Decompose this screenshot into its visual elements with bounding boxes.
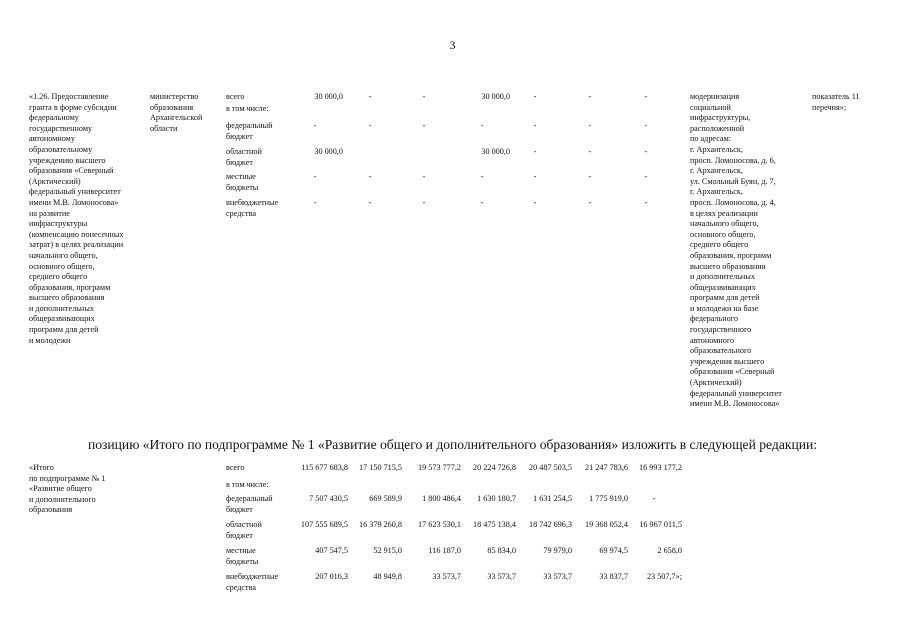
funding-value-cell: -: [533, 172, 537, 181]
funding-value-cell: 21 247 783,6: [585, 463, 628, 472]
funding-value-cell: 52 915,0: [373, 546, 402, 555]
funding-value-cell: 30 000,0: [481, 147, 510, 156]
total-description: «Итого по подпрограмме № 1 «Развитие общего и дополнительного образования: [29, 463, 106, 515]
funding-value-cell: -: [533, 92, 537, 101]
funding-source-label: областной бюджет: [226, 147, 262, 167]
funding-source-label: внебюджетные средства: [226, 572, 279, 592]
funding-value-cell: 23 507,7»;: [646, 572, 682, 581]
funding-value-cell: -: [533, 198, 537, 207]
funding-source-label: всего: [226, 92, 245, 101]
funding-value-cell: 20 224 726,8: [473, 463, 516, 472]
item-executor: министерство образования Архангельской области: [150, 92, 203, 133]
funding-value-cell: -: [480, 121, 484, 130]
funding-value-cell: -: [588, 147, 592, 156]
funding-value-cell: -: [313, 198, 317, 207]
funding-value-cell: 1 631 254,5: [533, 494, 572, 503]
funding-source-label: областной бюджет: [226, 520, 262, 540]
funding-value-cell: 30 000,0: [481, 92, 510, 101]
funding-source-label: федеральный бюджет: [226, 494, 273, 514]
funding-value-cell: -: [644, 172, 648, 181]
funding-value-cell: 669 589,9: [369, 494, 402, 503]
funding-value-cell: -: [644, 198, 648, 207]
funding-source-label: всего: [226, 463, 245, 472]
funding-value-cell: -: [533, 147, 537, 156]
funding-value-cell: 85 834,0: [487, 546, 516, 555]
funding-value-cell: 33 837,7: [599, 572, 628, 581]
funding-value-cell: 17 150 715,5: [359, 463, 402, 472]
funding-value-cell: 1 630 180,7: [477, 494, 516, 503]
funding-value-cell: -: [422, 172, 426, 181]
funding-value-cell: -: [588, 172, 592, 181]
funding-value-cell: 33 573,7: [543, 572, 572, 581]
funding-value-cell: -: [588, 121, 592, 130]
funding-value-cell: -: [480, 198, 484, 207]
funding-value-cell: 19 573 777,2: [418, 463, 461, 472]
funding-value-cell: -: [368, 92, 372, 101]
funding-value-cell: 207 016,3: [315, 572, 348, 581]
funding-source-label: федеральный бюджет: [226, 121, 273, 141]
funding-value-cell: 107 555 689,5: [300, 520, 348, 529]
funding-source-label: в том числе:: [226, 480, 269, 489]
funding-value-cell: -: [480, 172, 484, 181]
funding-value-cell: 69 974,5: [599, 546, 628, 555]
page-number: 3: [449, 38, 456, 52]
funding-value-cell: 16 967 011,5: [639, 520, 682, 529]
funding-value-cell: 1 775 919,0: [589, 494, 628, 503]
funding-source-label: в том числе:: [226, 104, 269, 113]
funding-value-cell: -: [422, 92, 426, 101]
funding-value-cell: 17 623 530,1: [418, 520, 461, 529]
funding-value-cell: -: [644, 92, 648, 101]
funding-value-cell: 2 658,0: [657, 546, 682, 555]
funding-value-cell: -: [368, 172, 372, 181]
funding-value-cell: 1 800 486,4: [422, 494, 461, 503]
funding-value-cell: 79 979,0: [543, 546, 572, 555]
funding-value-cell: 115 677 683,8: [301, 463, 348, 472]
funding-value-cell: 19 368 052,4: [585, 520, 628, 529]
funding-source-label: внебюджетные средства: [226, 198, 279, 218]
funding-value-cell: -: [588, 198, 592, 207]
funding-value-cell: 33 573,7: [432, 572, 461, 581]
funding-value-cell: 16 993 177,2: [639, 463, 682, 472]
funding-value-cell: -: [368, 121, 372, 130]
funding-value-cell: -: [644, 147, 648, 156]
funding-value-cell: -: [313, 172, 317, 181]
funding-value-cell: -: [652, 494, 656, 503]
funding-value-cell: 48 949,8: [373, 572, 402, 581]
funding-value-cell: -: [533, 121, 537, 130]
funding-value-cell: 7 507 430,5: [309, 494, 348, 503]
funding-value-cell: -: [422, 121, 426, 130]
funding-value-cell: 116 187,0: [428, 546, 461, 555]
item-indicator: показатель 11 перечня»;: [812, 92, 860, 112]
funding-value-cell: -: [644, 121, 648, 130]
funding-value-cell: 16 379 260,8: [359, 520, 402, 529]
funding-value-cell: -: [422, 198, 426, 207]
funding-value-cell: 18 742 696,3: [529, 520, 572, 529]
funding-value-cell: 407 547,5: [315, 546, 348, 555]
funding-value-cell: -: [588, 92, 592, 101]
funding-value-cell: 20 487 503,5: [529, 463, 572, 472]
funding-value-cell: 18 475 138,4: [473, 520, 516, 529]
funding-source-label: местные бюджеты: [226, 172, 259, 192]
funding-value-cell: 30 000,0: [314, 92, 343, 101]
funding-source-label: местные бюджеты: [226, 546, 259, 566]
item-description: «1.26. Предоставление гранта в форме субсидии федеральному государственному автономному образовательному учреждению высшего образования «Северный (Арктический) федеральный университет имени М.В. Ломоносова» на развитие инфраструктуры (компенсацию понесенных затрат) в целях реализации начального общего, основного общего, среднего общего образования, программ высшего образования и дополнительных общеразвивающих программ для детей и молодежи: [29, 92, 124, 345]
funding-value-cell: -: [313, 121, 317, 130]
funding-value-cell: 33 573,7: [487, 572, 516, 581]
item-result: модернизация социальной инфраструктуры, расположенной по адресам: г. Архангельск, просп. Ломоносова, д. 6, г. Архангельск, ул. Смольный Буян, д. 7, г. Архангельск, просп. Ломоносова, д. 4, в целях реализации начального общего, основного общего, среднего общего образования, программ высшего образования и дополнительных общеразвивающих программ для детей и молодежи на базе федерального государственного автономного образовательного учреждения высшего образования «Северный (Арктический) федеральный университет имени М.В. Ломоносова»: [690, 92, 782, 409]
instruction-text: позицию «Итого по подпрограмме № 1 «Развитие общего и дополнительного образования» изложить в следующей редакции:: [87, 437, 818, 452]
funding-value-cell: 30 000,0: [314, 147, 343, 156]
funding-value-cell: -: [368, 198, 372, 207]
